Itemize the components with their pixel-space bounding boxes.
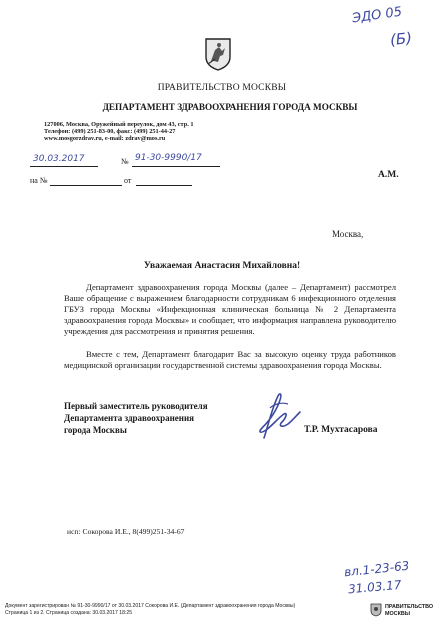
reference-row — [30, 176, 230, 190]
address-line1: 127006, Москва, Оружейный переулок, дом 43, стр. 1 — [44, 121, 194, 128]
executor-line: исп: Сокорова И.Е., 8(499)251-34-67 — [67, 527, 185, 536]
body-paragraph-2: Вместе с тем, Департамент благодарит Вас за высокую оценку труда работников медицинской организации государственной системы здравоохранения города Москвы. — [64, 349, 396, 370]
salutation: Уважаемая Анастасия Михайловна! — [143, 261, 301, 271]
footer — [0, 600, 444, 626]
handwritten-stamp-top — [346, 4, 440, 60]
registration-no-label: № — [121, 157, 129, 166]
note-line1: вл.1-23-63 — [343, 558, 410, 580]
address-line3: www.mosgorzdrav.ru, e-mail: zdrav@mos.ru — [44, 135, 166, 142]
registration-number: 91-30-9990/17 — [135, 153, 202, 163]
moscow-logo-icon — [370, 603, 382, 617]
reference-from-label: от — [124, 176, 132, 185]
note-line2: 31.03.17 — [347, 577, 402, 597]
handwritten-signature — [244, 388, 304, 444]
signatory-title-line1: Первый заместитель руководителя — [64, 401, 208, 411]
body-paragraph-1: Департамент здравоохранения города Москвы (далее – Департамент) рассмотрел Ваше обращение с выражением благодарности сотрудникам 6 инфекционного отделения ГБУЗ города Москвы «Инфекционная клиническая больница № 2 Департамента здравоохранения города Москвы» и сообщает, что информация направлена руководителю учреждения для рассмотрения и принятия решения. — [64, 282, 396, 336]
moscow-coat-of-arms-icon — [203, 37, 233, 71]
footer-line1: Документ зарегистрирован № 91-30-9990/17 от 30.03.2017 Сокорова И.Е. (Департамент здравоохранения города Москвы) — [5, 603, 296, 609]
footer-logo-text2: МОСКВЫ — [385, 611, 411, 617]
stamp-line1: ЭДО 05 — [351, 4, 403, 27]
signatory-title-line3: города Москвы — [64, 425, 127, 435]
stamp-line2: (Б) — [389, 28, 413, 50]
header-department: ДЕПАРТАМЕНТ ЗДРАВООХРАНЕНИЯ ГОРОДА МОСКВЫ — [102, 102, 358, 112]
signatory-title-line2: Департамента здравоохранения — [64, 413, 195, 423]
address-line2: Телефон: (499) 251-83-00, факс: (499) 251-44-27 — [44, 128, 176, 135]
signatory-name: Т.Р. Мухтасарова — [304, 425, 378, 435]
handwritten-note-bottom — [340, 558, 440, 602]
registration-row — [28, 154, 228, 170]
header-government: ПРАВИТЕЛЬСТВО МОСКВЫ — [157, 83, 287, 93]
recipient-city: Москва, — [332, 229, 364, 239]
registration-date: 30.03.2017 — [33, 154, 85, 164]
reference-on-label: на № — [30, 176, 48, 185]
footer-line2: Страница 1 из 2. Страница создана: 30.03.2017 18:25 — [5, 610, 133, 616]
recipient-initials: А.М. — [378, 170, 399, 180]
footer-logo-text1: ПРАВИТЕЛЬСТВО — [385, 604, 434, 610]
